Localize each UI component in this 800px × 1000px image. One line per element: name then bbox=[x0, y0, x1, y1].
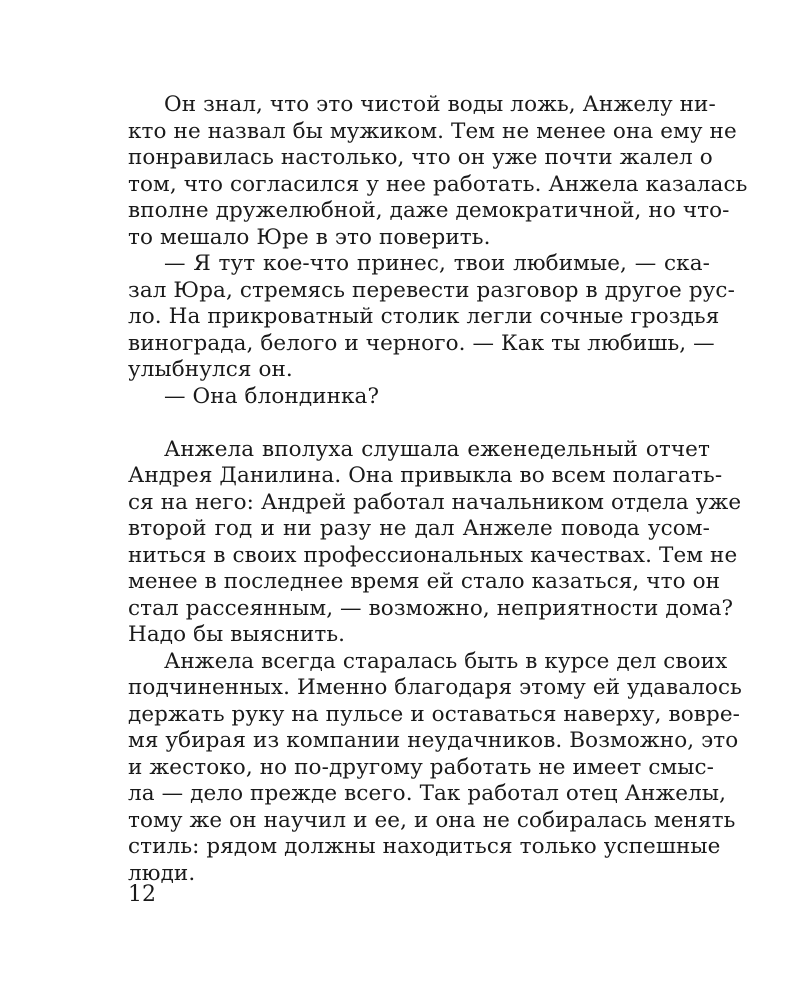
text-line: стиль: рядом должны находиться только успешные bbox=[128, 834, 721, 859]
section-break bbox=[128, 410, 710, 437]
text-line: ниться в своих профессиональных качествах. Тем не bbox=[128, 542, 738, 568]
text-line: Анжела всегда старалась быть в курсе дел своих bbox=[164, 648, 728, 674]
text-line: — Она блондинка? bbox=[164, 383, 380, 409]
paragraph bbox=[128, 384, 710, 411]
page-number: 12 bbox=[128, 882, 156, 907]
text-line: вполне дружелюбной, даже демократичной, но что- bbox=[128, 198, 730, 223]
text-line: понравилась настолько, что он уже почти жалел о bbox=[128, 145, 713, 170]
text-line: второй год и ни разу не дал Анжеле повода усом- bbox=[128, 516, 710, 541]
text-line: — Я тут кое-что принес, твои любимые, — ска- bbox=[164, 251, 710, 276]
text-line: винограда, белого и черного. — Как ты любишь, — bbox=[128, 330, 715, 356]
text-column bbox=[128, 92, 748, 887]
text-line: менее в последнее время ей стало казаться, что он bbox=[128, 569, 721, 594]
text-line: ла — дело прежде всего. Так работал отец Анжелы, bbox=[128, 781, 727, 806]
text-line: Андрея Данилина. Она привыкла во всем полагать- bbox=[128, 463, 723, 488]
text-line: улыбнулся он. bbox=[128, 357, 293, 382]
text-line: том, что согласился у нее работать. Анжела казалась bbox=[128, 171, 748, 197]
text-line: то мешало Юре в это поверить. bbox=[128, 224, 491, 250]
text-line: подчиненных. Именно благодаря этому ей удавалось bbox=[128, 675, 742, 700]
text-line: тому же он научил и ее, и она не собиралась менять bbox=[128, 807, 736, 833]
text-line: Надо бы выяснить. bbox=[128, 622, 346, 647]
text-line: стал рассеянным, — возможно, неприятности дома? bbox=[128, 595, 734, 621]
text-line: кто не назвал бы мужиком. Тем не менее она ему не bbox=[128, 118, 737, 144]
paragraph bbox=[128, 436, 742, 649]
text-line: Анжела вполуха слушала еженедельный отчет bbox=[164, 436, 710, 462]
text-line: ло. На прикроватный столик легли сочные гроздья bbox=[128, 304, 720, 329]
text-line: мя убирая из компании неудачников. Возможно, это bbox=[128, 728, 739, 753]
text-line: люди. bbox=[128, 860, 196, 886]
text-line: держать руку на пульсе и оставаться наверху, вовре- bbox=[128, 701, 741, 727]
text-line: зал Юра, стремясь перевести разговор в другое рус- bbox=[128, 277, 735, 303]
paragraph bbox=[128, 251, 735, 384]
paragraph bbox=[128, 92, 748, 251]
text-line: ся на него: Андрей работал начальником отдела уже bbox=[128, 489, 742, 515]
text-line: Он знал, что это чистой воды ложь, Анжелу ни- bbox=[164, 92, 716, 117]
text-line: и жестоко, но по-другому работать не имеет смыс- bbox=[128, 754, 715, 780]
paragraph bbox=[128, 648, 742, 888]
